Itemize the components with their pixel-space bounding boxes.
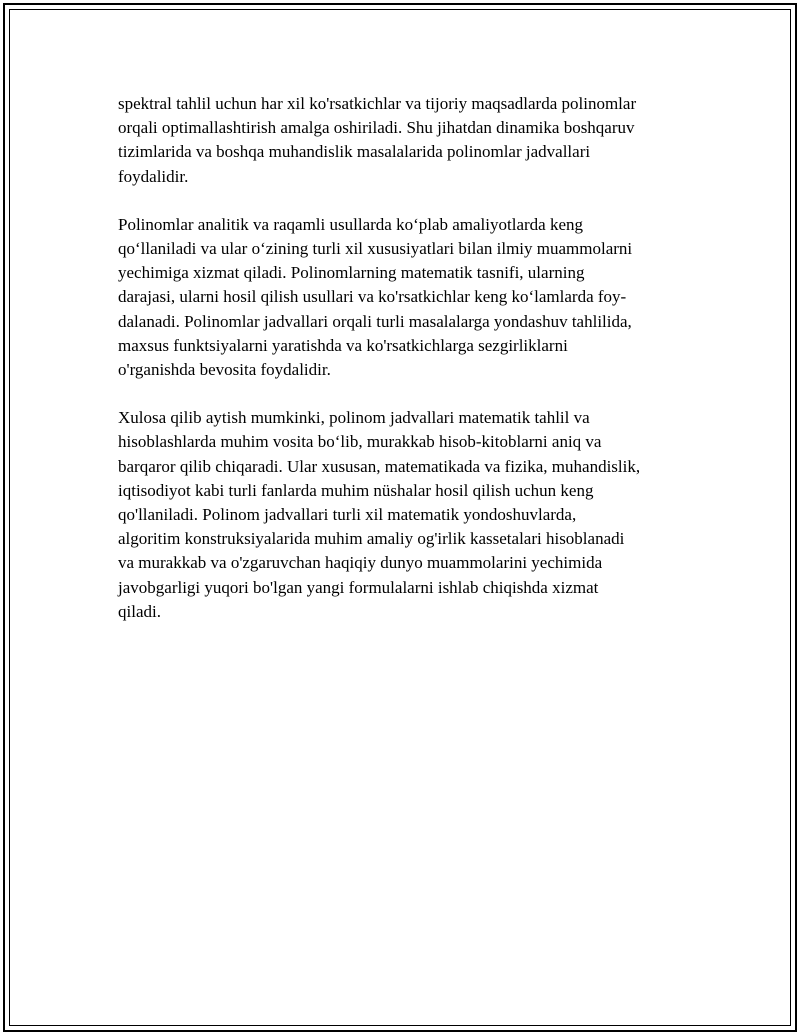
text-line: orqali optimallashtirish amalga oshiriladi. Shu jihatdan dinamika boshqaruv — [118, 118, 635, 138]
text-line: algoritim konstruksiyalarida muhim amaliy og'irlik kassetalari hisoblanadi — [118, 529, 625, 549]
document-body — [118, 92, 684, 648]
text-line: qoʻllaniladi va ular oʻzining turli xil xususiyatlari bilan ilmiy muammolarni — [118, 239, 633, 259]
text-line: spektral tahlil uchun har xil ko'rsatkichlar va tijoriy maqsadlarda polinomlar — [118, 94, 637, 113]
text-line: darajasi, ularni hosil qilish usullari va ko'rsatkichlar keng koʻlamlarda foy- — [118, 287, 627, 307]
text-line: Xulosa qilib aytish mumkinki, polinom jadvallari matematik tahlil va — [118, 408, 590, 428]
text-line: iqtisodiyot kabi turli fanlarda muhim nüshalar hosil qilish uchun keng — [118, 480, 594, 500]
paragraph-polynomial-applications — [118, 213, 684, 382]
text-line: maxsus funktsiyalarni yaratishda va ko'rsatkichlarga sezgirliklarni — [118, 335, 568, 355]
text-line: qo'llaniladi. Polinom jadvallari turli xil matematik yondoshuvlarda, — [118, 505, 577, 525]
paragraph-conclusion — [118, 406, 684, 624]
text-line: javobgarligi yuqori bo'lgan yangi formulalarni ishlab chiqishda xizmat — [118, 577, 599, 597]
text-line: barqaror qilib chiqaradi. Ular xususan, matematikada va fizika, muhandislik, — [118, 456, 641, 476]
text-line: hisoblashlarda muhim vosita boʻlib, murakkab hisob-kitoblarni aniq va — [118, 432, 602, 452]
text-line: tizimlarida va boshqa muhandislik masalalarida polinomlar jadvallari — [118, 142, 591, 162]
paragraph-spectral-analysis — [118, 92, 684, 189]
text-line: Polinomlar analitik va raqamli usullarda koʻplab amaliyotlarda keng — [118, 214, 584, 234]
text-line: yechimiga xizmat qiladi. Polinomlarning matematik tasnifi, ularning — [118, 263, 585, 283]
text-line: va murakkab va o'zgaruvchan haqiqiy dunyo muammolarini yechimida — [118, 553, 603, 573]
text-line: foydalidir. — [118, 166, 189, 186]
text-line: qiladi. — [118, 601, 161, 621]
text-line: dalanadi. Polinomlar jadvallari orqali turli masalalarga yondashuv tahlilida, — [118, 311, 632, 331]
text-line: o'rganishda bevosita foydalidir. — [118, 360, 331, 380]
